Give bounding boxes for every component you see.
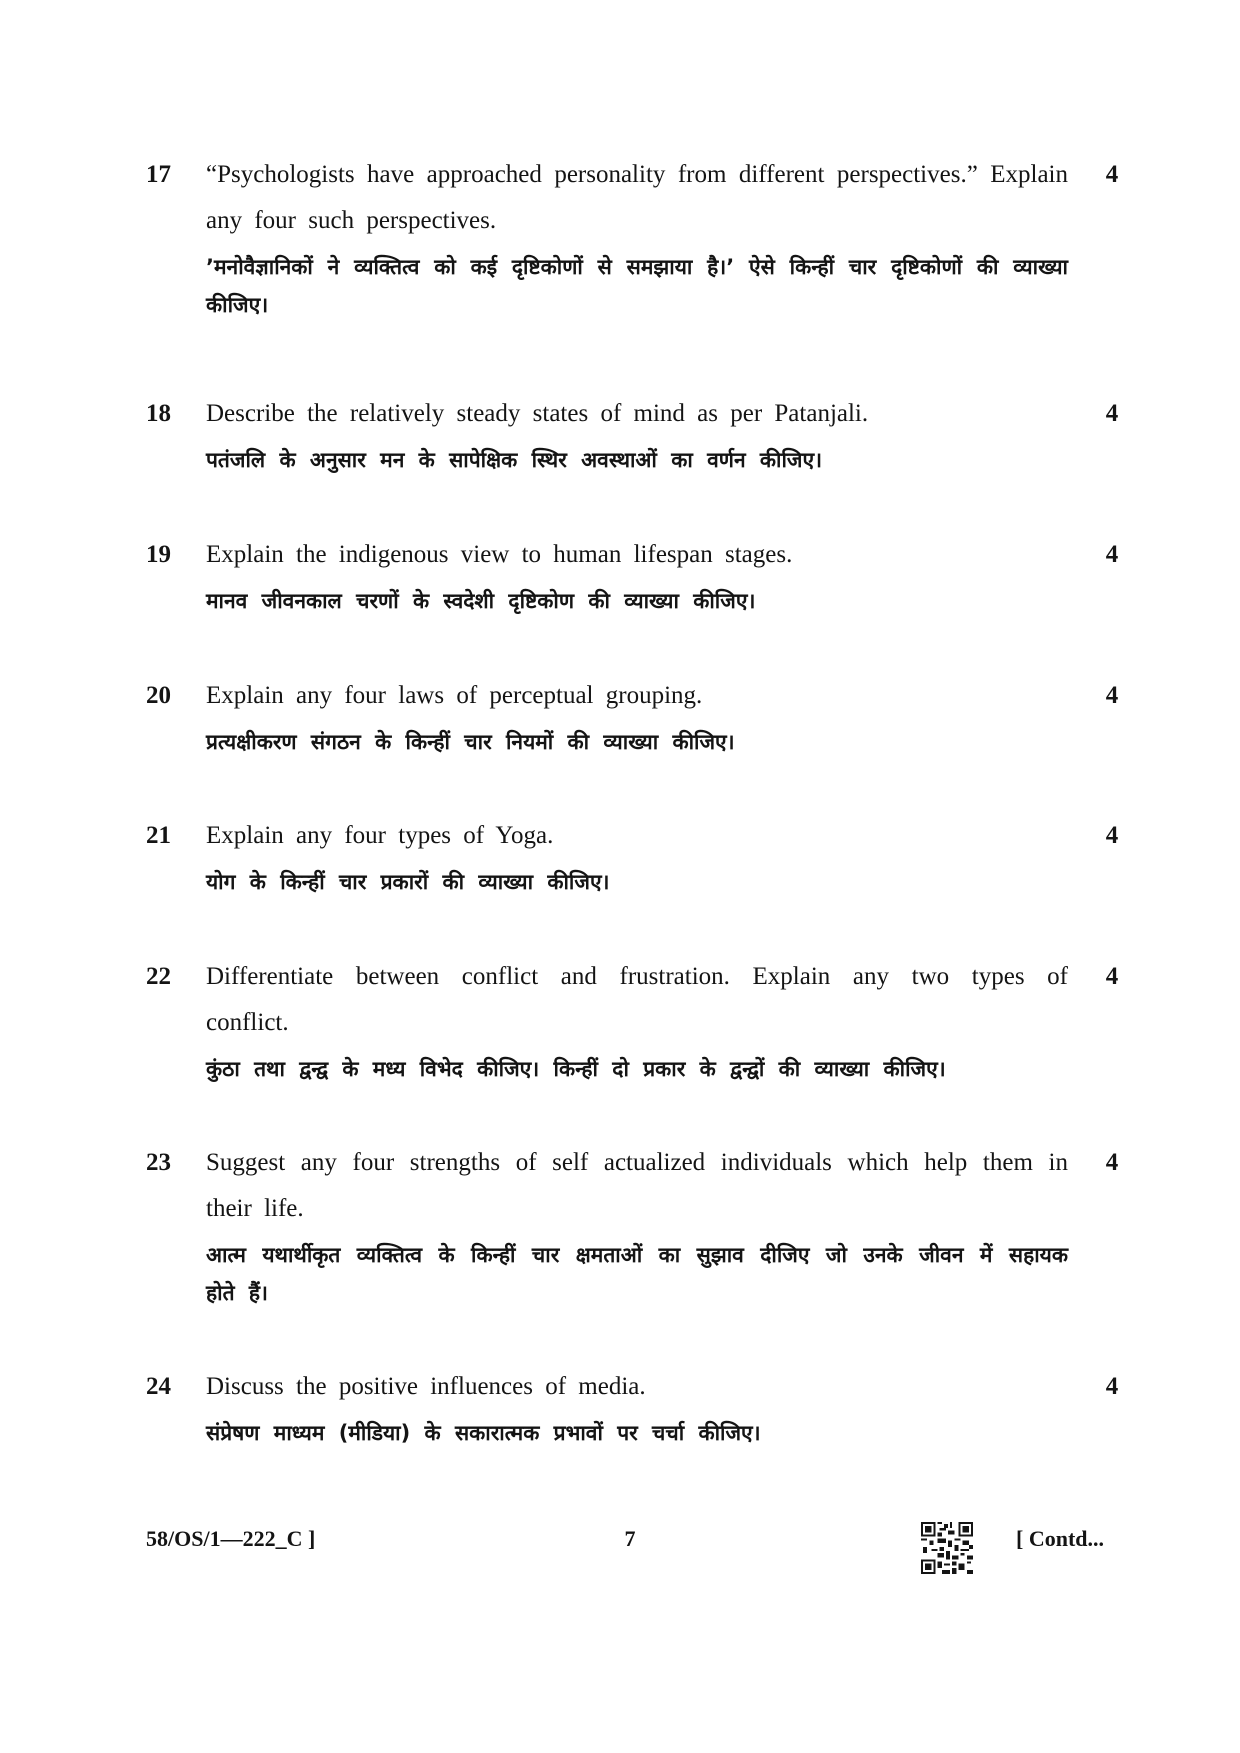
question-body: [206, 152, 1068, 324]
question-marks: 4: [1105, 963, 1119, 990]
question-body: [206, 813, 1068, 901]
question-number: 23: [146, 1149, 171, 1176]
question-text-english: Discuss the positive influences of media.: [206, 1373, 646, 1400]
question-body: [206, 954, 1068, 1088]
question-marks: 4: [1105, 400, 1119, 427]
question-text-english: Suggest any four strengths of self actualized individuals which help them in their life.: [206, 1149, 1068, 1222]
question-body: [206, 391, 1068, 479]
continued-label: [ Contd...: [1016, 1526, 1105, 1551]
question-text-english: Describe the relatively steady states of mind as per Patanjali.: [206, 400, 869, 427]
question-marks: 4: [1105, 1373, 1119, 1400]
paper-code: 58/OS/1—222_C ]: [146, 1526, 316, 1551]
question-body: [206, 1364, 1068, 1452]
question-number: 20: [146, 682, 171, 709]
question-number: 19: [146, 541, 171, 568]
question-text-hindi: संप्रेषण माध्यम (मीडिया) के सकारात्मक प्रभावों पर चर्चा कीजिए।: [206, 1421, 761, 1445]
question-body: [206, 673, 1068, 761]
page-footer: [0, 1522, 1240, 1572]
question-marks: 4: [1105, 682, 1119, 709]
qr-code-icon: [921, 1522, 973, 1574]
question-text-english: Explain any four laws of perceptual grouping.: [206, 682, 703, 709]
question-text-hindi: योग के किन्हीं चार प्रकारों की व्याख्या कीजिए।: [206, 870, 610, 894]
question-text-hindi: ’मनोवैज्ञानिकों ने व्यक्तित्व को कई दृष्टिकोणों से समझाया है।’ ऐसे किन्हीं चार दृष्टिकोणों की व्याख्या कीजिए।: [206, 255, 1068, 317]
question-text-english: Explain any four types of Yoga.: [206, 822, 554, 849]
question-marks: 4: [1105, 541, 1119, 568]
question-number: 21: [146, 822, 171, 849]
question-text-hindi: कुंठा तथा द्वन्द्व के मध्य विभेद कीजिए। किन्हीं दो प्रकार के द्वन्द्वों की व्याख्या कीजिए।: [206, 1057, 946, 1081]
question-body: [206, 532, 1068, 620]
question-text-hindi: आत्म यथार्थीकृत व्यक्तित्व के किन्हीं चार क्षमताओं का सुझाव दीजिए जो उनके जीवन में सहायक होते हैं।: [206, 1243, 1068, 1305]
question-text-hindi: प्रत्यक्षीकरण संगठन के किन्हीं चार नियमों की व्याख्या कीजिए।: [206, 730, 735, 754]
question-number: 22: [146, 963, 171, 990]
question-text-english: “Psychologists have approached personality from different perspectives.” Explain any four such perspectives.: [206, 161, 1068, 234]
question-text-hindi: मानव जीवनकाल चरणों के स्वदेशी दृष्टिकोण की व्याख्या कीजिए।: [206, 589, 756, 613]
question-marks: 4: [1105, 161, 1119, 188]
question-marks: 4: [1105, 1149, 1119, 1176]
question-text-english: Explain the indigenous view to human lifespan stages.: [206, 541, 793, 568]
question-number: 18: [146, 400, 171, 427]
question-body: [206, 1140, 1068, 1312]
question-marks: 4: [1105, 822, 1119, 849]
question-text-hindi: पतंजलि के अनुसार मन के सापेक्षिक स्थिर अवस्थाओं का वर्णन कीजिए।: [206, 448, 823, 472]
page-number: 7: [624, 1526, 636, 1551]
question-number: 17: [146, 161, 171, 188]
question-number: 24: [146, 1373, 171, 1400]
question-text-english: Differentiate between conflict and frustration. Explain any two types of conflict.: [206, 963, 1068, 1036]
